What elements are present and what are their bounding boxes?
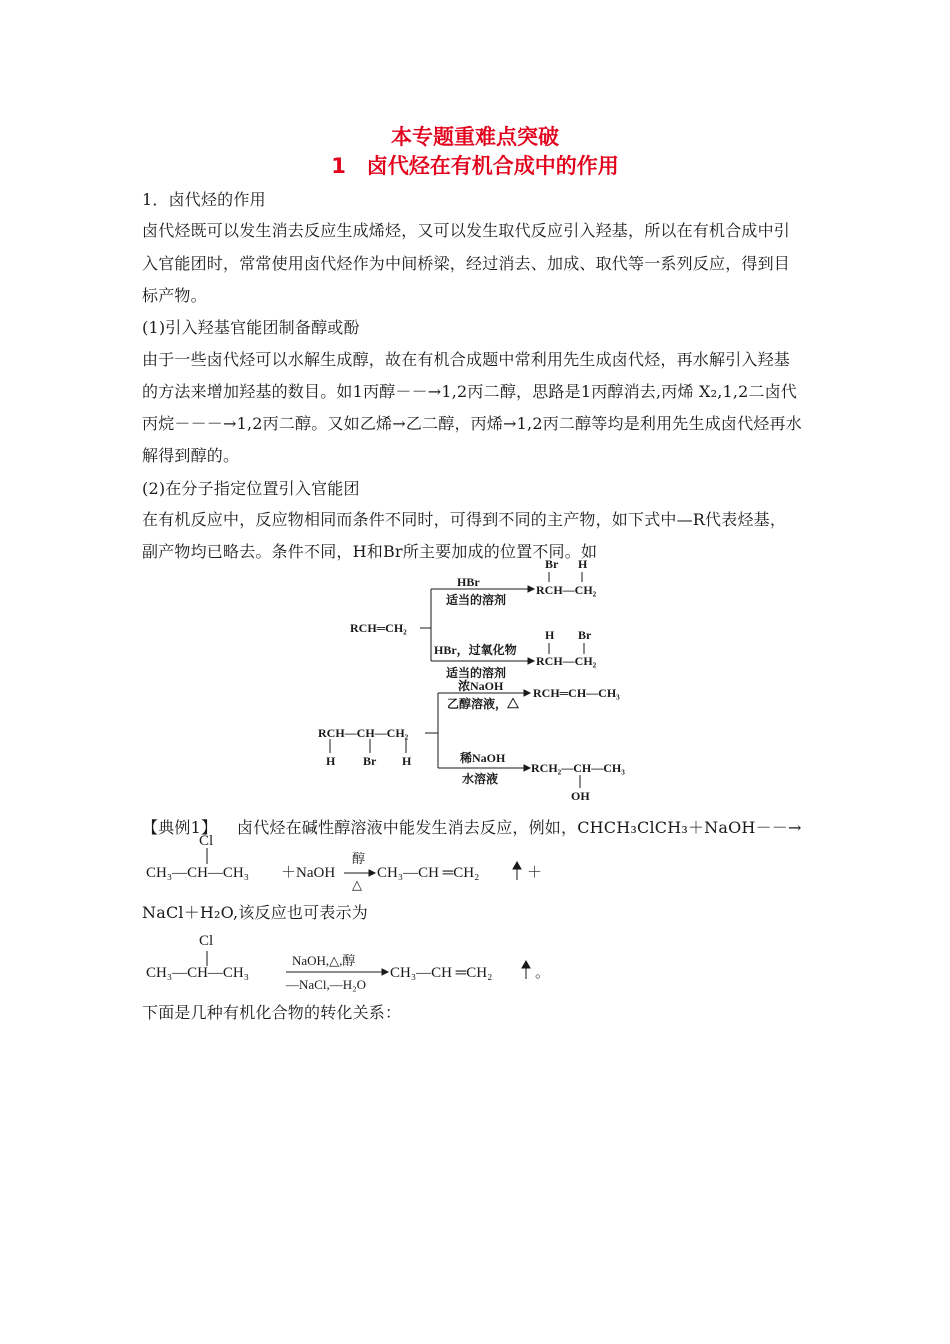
scheme1-upper-condition: 适当的溶剂 — [446, 593, 507, 607]
subheading-2: (2)在分子指定位置引入官能团 — [142, 479, 360, 498]
paragraph-line: 卤代烃既可以发生消去反应生成烯烃，又可以发生取代反应引入羟基，所以在有机合成中引 — [142, 221, 791, 240]
scheme1-upper-reagent: HBr — [457, 575, 480, 589]
scheme1-upper-sub-1: Br — [545, 557, 559, 571]
eq1-substituent: Cl — [199, 833, 214, 849]
scheme1-lower-product: RCH—CH₂ — [536, 654, 597, 668]
paragraph-line: 的方法来增加羟基的数目。如1丙醇－－→1,2丙二醇，思路是1丙醇消去,丙烯 X₂,1,2二卤代 — [142, 382, 798, 401]
scheme2-lower-reagent: 稀NaOH — [460, 751, 506, 765]
scheme1-upper-sub-2: H — [578, 557, 588, 571]
scheme1-lower-condition: 适当的溶剂 — [446, 666, 507, 680]
eq2-product: CH₃—CH ═CH₂ — [390, 965, 493, 981]
paragraph-line: 丙烷－－－→1,2丙二醇。又如乙烯→乙二醇，丙烯→1,2丙二醇等均是利用先生成卤代烃再水 — [142, 414, 802, 433]
subheading-1: (1)引入羟基官能团制备醇或酚 — [142, 318, 360, 337]
eq1-plus-naoh: ＋NaOH — [281, 865, 336, 881]
example-text: 卤代烃在碱性醇溶液中能发生消去反应，例如，CHCH₃ClCH₃＋NaOH－－→ — [237, 818, 802, 837]
scheme2-upper-condition: 乙醇溶液，△ — [447, 697, 520, 711]
scheme1-upper-product: RCH—CH₂ — [536, 583, 597, 597]
eq2-tail: 。 — [535, 965, 551, 981]
paragraph-line: 在有机反应中，反应物相同而条件不同时，可得到不同的主产物，如下式中—R代表烃基， — [142, 510, 787, 529]
paragraph-line: 入官能团时，常常使用卤代烃作为中间桥梁，经过消去、加成、取代等一系列反应，得到目 — [142, 254, 791, 273]
scheme2-reactant: RCH—CH—CH₂ — [318, 726, 409, 740]
eq1-below-arrow: △ — [352, 877, 362, 892]
eq2-reactant: CH₃—CH—CH₃ — [146, 965, 249, 981]
scheme2-lower-product: RCH₂—CH—CH₃ — [531, 761, 625, 775]
paragraph-line: 标产物。 — [142, 286, 207, 305]
section-title: 1 卤代烃在有机合成中的作用 — [331, 154, 619, 178]
page-title: 本专题重难点突破 — [391, 125, 559, 149]
scheme1-lower-reagent: HBr，过氧化物 — [434, 643, 517, 657]
scheme2-lower-condition: 水溶液 — [462, 772, 499, 786]
scheme2-upper-reagent: 浓NaOH — [458, 679, 504, 693]
example-label: 【典例1】 — [142, 818, 218, 837]
scheme1-reactant: RCH═CH₂ — [350, 621, 407, 635]
scheme1-lower-sub-1: H — [545, 628, 555, 642]
heading-1: 1．卤代烃的作用 — [142, 190, 266, 209]
scheme2-reactant-sub-2: Br — [363, 754, 377, 768]
scheme2-upper-product: RCH═CH—CH₃ — [533, 686, 620, 700]
eq2-above-arrow: NaOH,△,醇 — [292, 953, 356, 968]
eq2-substituent: Cl — [199, 933, 214, 949]
closing-line: 下面是几种有机化合物的转化关系： — [142, 1003, 402, 1022]
scheme2-lower-sub: OH — [571, 789, 590, 803]
eq1-product: CH₃—CH ═CH₂ — [377, 865, 480, 881]
scheme1-lower-sub-2: Br — [578, 628, 592, 642]
example-line-2: NaCl＋H₂O,该反应也可表示为 — [142, 903, 368, 922]
scheme2-reactant-sub-1: H — [326, 754, 336, 768]
eq1-reactant: CH₃—CH—CH₃ — [146, 865, 249, 881]
eq1-above-arrow: 醇 — [352, 851, 366, 866]
eq1-tail: ＋ — [527, 865, 543, 881]
paragraph-line: 解得到醇的。 — [142, 446, 240, 465]
scheme2-reactant-sub-3: H — [402, 754, 412, 768]
paragraph-line: 由于一些卤代烃可以水解生成醇，故在有机合成题中常利用先生成卤代烃，再水解引入羟基 — [142, 350, 791, 369]
eq2-below-arrow: —NaCl,—H₂O — [286, 977, 366, 992]
paragraph-line: 副产物均已略去。条件不同，H和Br所主要加成的位置不同。如 — [142, 542, 598, 561]
